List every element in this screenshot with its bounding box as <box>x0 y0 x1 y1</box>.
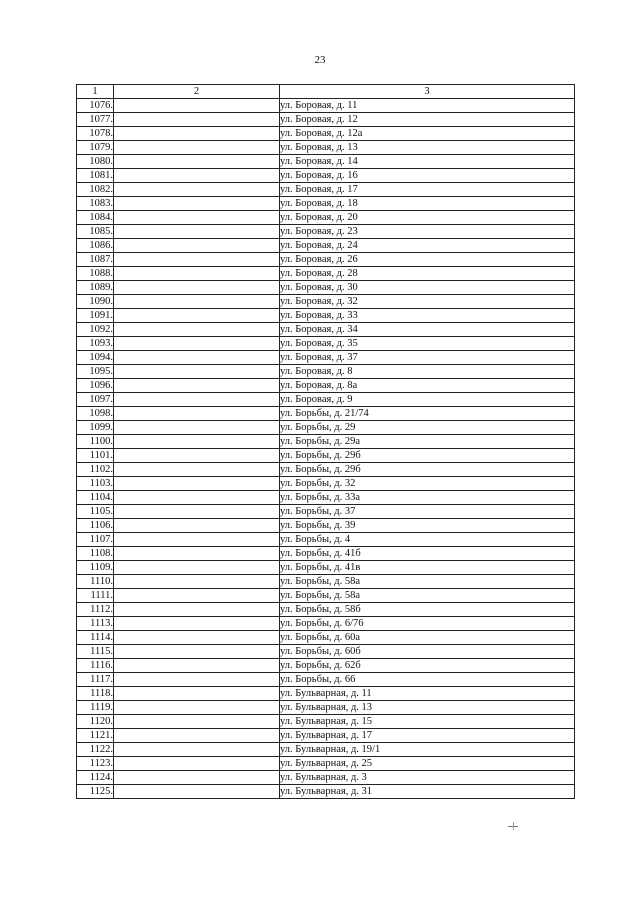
address-cell: ул. Борьбы, д. 6/76 <box>280 617 575 631</box>
empty-cell <box>114 603 280 617</box>
column-header-3: 3 <box>280 85 575 99</box>
column-header-1: 1 <box>77 85 114 99</box>
row-number: 1116. <box>77 659 114 673</box>
table-row <box>77 351 575 365</box>
empty-cell <box>114 295 280 309</box>
address-cell: ул. Бульварная, д. 19/1 <box>280 743 575 757</box>
row-number: 1094. <box>77 351 114 365</box>
table-row <box>77 99 575 113</box>
row-number: 1115. <box>77 645 114 659</box>
row-number: 1084. <box>77 211 114 225</box>
row-number: 1121. <box>77 729 114 743</box>
address-cell: ул. Борьбы, д. 58а <box>280 589 575 603</box>
row-number: 1119. <box>77 701 114 715</box>
row-number: 1106. <box>77 519 114 533</box>
table-row <box>77 309 575 323</box>
address-cell: ул. Бульварная, д. 31 <box>280 785 575 799</box>
address-cell: ул. Боровая, д. 24 <box>280 239 575 253</box>
empty-cell <box>114 225 280 239</box>
empty-cell <box>114 771 280 785</box>
row-number: 1105. <box>77 505 114 519</box>
row-number: 1092. <box>77 323 114 337</box>
row-number: 1107. <box>77 533 114 547</box>
address-cell: ул. Борьбы, д. 29б <box>280 449 575 463</box>
table-row <box>77 267 575 281</box>
row-number: 1111. <box>77 589 114 603</box>
empty-cell <box>114 463 280 477</box>
address-cell: ул. Борьбы, д. 29а <box>280 435 575 449</box>
address-cell: ул. Боровая, д. 30 <box>280 281 575 295</box>
table-row <box>77 491 575 505</box>
table-row <box>77 449 575 463</box>
empty-cell <box>114 519 280 533</box>
address-cell: ул. Боровая, д. 11 <box>280 99 575 113</box>
table-row <box>77 253 575 267</box>
table-row <box>77 127 575 141</box>
address-cell: ул. Боровая, д. 16 <box>280 169 575 183</box>
empty-cell <box>114 505 280 519</box>
row-number: 1100. <box>77 435 114 449</box>
row-number: 1122. <box>77 743 114 757</box>
table-row <box>77 715 575 729</box>
empty-cell <box>114 659 280 673</box>
empty-cell <box>114 631 280 645</box>
empty-cell <box>114 309 280 323</box>
table-row <box>77 211 575 225</box>
empty-cell <box>114 127 280 141</box>
address-cell: ул. Боровая, д. 37 <box>280 351 575 365</box>
address-cell: ул. Борьбы, д. 66 <box>280 673 575 687</box>
table-row <box>77 113 575 127</box>
address-cell: ул. Борьбы, д. 41в <box>280 561 575 575</box>
table-row <box>77 323 575 337</box>
table-row <box>77 155 575 169</box>
row-number: 1079. <box>77 141 114 155</box>
address-cell: ул. Борьбы, д. 58а <box>280 575 575 589</box>
address-cell: ул. Боровая, д. 13 <box>280 141 575 155</box>
address-cell: ул. Борьбы, д. 39 <box>280 519 575 533</box>
address-cell: ул. Бульварная, д. 15 <box>280 715 575 729</box>
address-cell: ул. Бульварная, д. 25 <box>280 757 575 771</box>
empty-cell <box>114 407 280 421</box>
empty-cell <box>114 561 280 575</box>
row-number: 1118. <box>77 687 114 701</box>
table-row <box>77 701 575 715</box>
row-number: 1098. <box>77 407 114 421</box>
empty-cell <box>114 183 280 197</box>
empty-cell <box>114 729 280 743</box>
scan-mark-vertical <box>513 822 514 830</box>
row-number: 1103. <box>77 477 114 491</box>
table-row <box>77 729 575 743</box>
row-number: 1109. <box>77 561 114 575</box>
empty-cell <box>114 351 280 365</box>
address-cell: ул. Борьбы, д. 4 <box>280 533 575 547</box>
row-number: 1089. <box>77 281 114 295</box>
row-number: 1090. <box>77 295 114 309</box>
table-row <box>77 295 575 309</box>
row-number: 1077. <box>77 113 114 127</box>
row-number: 1080. <box>77 155 114 169</box>
address-cell: ул. Боровая, д. 12а <box>280 127 575 141</box>
table-row <box>77 561 575 575</box>
empty-cell <box>114 211 280 225</box>
row-number: 1102. <box>77 463 114 477</box>
table-row <box>77 239 575 253</box>
empty-cell <box>114 239 280 253</box>
address-cell: ул. Борьбы, д. 60б <box>280 645 575 659</box>
table-row <box>77 785 575 799</box>
empty-cell <box>114 435 280 449</box>
table-header-row <box>77 85 575 99</box>
row-number: 1114. <box>77 631 114 645</box>
table-row <box>77 519 575 533</box>
table-row <box>77 281 575 295</box>
address-cell: ул. Борьбы, д. 21/74 <box>280 407 575 421</box>
address-cell: ул. Боровая, д. 8 <box>280 365 575 379</box>
empty-cell <box>114 281 280 295</box>
row-number: 1088. <box>77 267 114 281</box>
address-cell: ул. Боровая, д. 20 <box>280 211 575 225</box>
table-row <box>77 673 575 687</box>
table-row <box>77 631 575 645</box>
row-number: 1104. <box>77 491 114 505</box>
empty-cell <box>114 757 280 771</box>
row-number: 1108. <box>77 547 114 561</box>
address-cell: ул. Борьбы, д. 37 <box>280 505 575 519</box>
address-cell: ул. Боровая, д. 32 <box>280 295 575 309</box>
table-row <box>77 603 575 617</box>
address-cell: ул. Боровая, д. 23 <box>280 225 575 239</box>
address-cell: ул. Боровая, д. 28 <box>280 267 575 281</box>
empty-cell <box>114 477 280 491</box>
empty-cell <box>114 421 280 435</box>
row-number: 1093. <box>77 337 114 351</box>
empty-cell <box>114 267 280 281</box>
empty-cell <box>114 701 280 715</box>
empty-cell <box>114 449 280 463</box>
address-cell: ул. Бульварная, д. 17 <box>280 729 575 743</box>
empty-cell <box>114 547 280 561</box>
table-row <box>77 435 575 449</box>
address-cell: ул. Боровая, д. 9 <box>280 393 575 407</box>
empty-cell <box>114 169 280 183</box>
empty-cell <box>114 197 280 211</box>
row-number: 1112. <box>77 603 114 617</box>
address-cell: ул. Борьбы, д. 62б <box>280 659 575 673</box>
empty-cell <box>114 155 280 169</box>
address-cell: ул. Бульварная, д. 13 <box>280 701 575 715</box>
table-row <box>77 379 575 393</box>
table-row <box>77 505 575 519</box>
row-number: 1101. <box>77 449 114 463</box>
empty-cell <box>114 253 280 267</box>
address-cell: ул. Борьбы, д. 60а <box>280 631 575 645</box>
row-number: 1096. <box>77 379 114 393</box>
address-cell: ул. Борьбы, д. 29 <box>280 421 575 435</box>
table-row <box>77 533 575 547</box>
row-number: 1124. <box>77 771 114 785</box>
address-cell: ул. Боровая, д. 8а <box>280 379 575 393</box>
table-row <box>77 225 575 239</box>
table-row <box>77 393 575 407</box>
address-cell: ул. Борьбы, д. 33а <box>280 491 575 505</box>
empty-cell <box>114 323 280 337</box>
address-cell: ул. Борьбы, д. 58б <box>280 603 575 617</box>
table-row <box>77 141 575 155</box>
table-row <box>77 337 575 351</box>
empty-cell <box>114 687 280 701</box>
table-body <box>77 99 575 799</box>
table-row <box>77 659 575 673</box>
address-cell: ул. Боровая, д. 17 <box>280 183 575 197</box>
address-cell: ул. Боровая, д. 14 <box>280 155 575 169</box>
empty-cell <box>114 617 280 631</box>
table-row <box>77 743 575 757</box>
table-row <box>77 645 575 659</box>
empty-cell <box>114 743 280 757</box>
row-number: 1078. <box>77 127 114 141</box>
empty-cell <box>114 337 280 351</box>
table-row <box>77 477 575 491</box>
row-number: 1095. <box>77 365 114 379</box>
column-header-2: 2 <box>114 85 280 99</box>
table-row <box>77 197 575 211</box>
row-number: 1099. <box>77 421 114 435</box>
address-cell: ул. Боровая, д. 33 <box>280 309 575 323</box>
address-cell: ул. Боровая, д. 35 <box>280 337 575 351</box>
empty-cell <box>114 99 280 113</box>
table-row <box>77 407 575 421</box>
address-cell: ул. Бульварная, д. 11 <box>280 687 575 701</box>
address-cell: ул. Боровая, д. 18 <box>280 197 575 211</box>
address-cell: ул. Борьбы, д. 29б <box>280 463 575 477</box>
empty-cell <box>114 379 280 393</box>
row-number: 1097. <box>77 393 114 407</box>
table-row <box>77 617 575 631</box>
row-number: 1087. <box>77 253 114 267</box>
empty-cell <box>114 393 280 407</box>
address-cell: ул. Бульварная, д. 3 <box>280 771 575 785</box>
address-cell: ул. Боровая, д. 26 <box>280 253 575 267</box>
row-number: 1085. <box>77 225 114 239</box>
row-number: 1117. <box>77 673 114 687</box>
row-number: 1091. <box>77 309 114 323</box>
row-number: 1123. <box>77 757 114 771</box>
address-cell: ул. Борьбы, д. 41б <box>280 547 575 561</box>
table-row <box>77 589 575 603</box>
table-row <box>77 365 575 379</box>
empty-cell <box>114 491 280 505</box>
empty-cell <box>114 589 280 603</box>
row-number: 1081. <box>77 169 114 183</box>
page-number: 23 <box>314 54 326 66</box>
empty-cell <box>114 141 280 155</box>
table-row <box>77 547 575 561</box>
address-cell: ул. Боровая, д. 12 <box>280 113 575 127</box>
empty-cell <box>114 673 280 687</box>
table-row <box>77 421 575 435</box>
empty-cell <box>114 533 280 547</box>
table-row <box>77 757 575 771</box>
table-row <box>77 463 575 477</box>
address-cell: ул. Боровая, д. 34 <box>280 323 575 337</box>
table-row <box>77 183 575 197</box>
empty-cell <box>114 785 280 799</box>
row-number: 1082. <box>77 183 114 197</box>
empty-cell <box>114 113 280 127</box>
table-row <box>77 169 575 183</box>
row-number: 1120. <box>77 715 114 729</box>
address-cell: ул. Борьбы, д. 32 <box>280 477 575 491</box>
empty-cell <box>114 715 280 729</box>
row-number: 1076. <box>77 99 114 113</box>
table-row <box>77 575 575 589</box>
row-number: 1125. <box>77 785 114 799</box>
row-number: 1083. <box>77 197 114 211</box>
address-table <box>76 84 575 799</box>
row-number: 1110. <box>77 575 114 589</box>
empty-cell <box>114 575 280 589</box>
empty-cell <box>114 365 280 379</box>
empty-cell <box>114 645 280 659</box>
table-row <box>77 771 575 785</box>
row-number: 1113. <box>77 617 114 631</box>
table-row <box>77 687 575 701</box>
row-number: 1086. <box>77 239 114 253</box>
